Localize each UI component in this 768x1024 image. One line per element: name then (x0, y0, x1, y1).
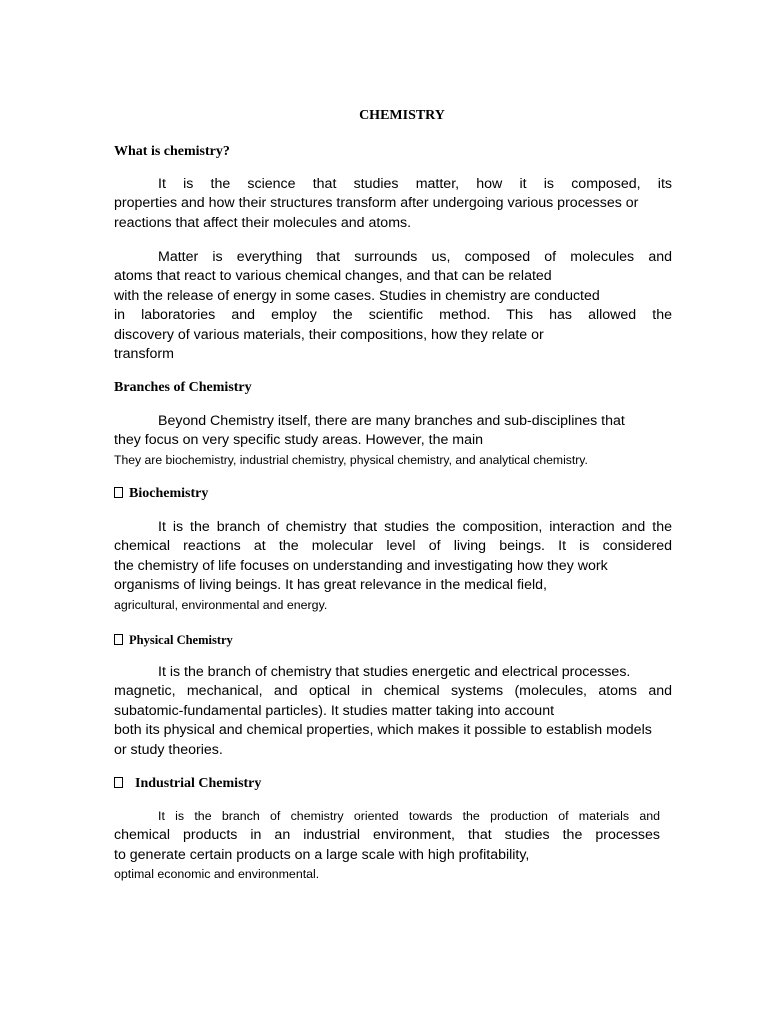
text-line: discovery of various materials, their compositions, how they relate or (114, 326, 544, 343)
text-line: magnetic, mechanical, and optical in chemical systems (molecules, atoms and (114, 683, 672, 700)
paragraph-matter (114, 248, 672, 364)
text-line: It is the branch of chemistry that studies energetic and electrical processes. (158, 664, 631, 680)
text-line: organisms of living beings. It has great relevance in the medical field, (114, 577, 547, 594)
text-line: transform (114, 345, 174, 362)
text-line: optimal economic and environmental. (114, 867, 320, 882)
paragraph-physical-chemistry (114, 663, 672, 760)
paragraph-industrial-chemistry (114, 807, 660, 885)
text-line: It is the science that studies matter, how it is composed, its (158, 176, 672, 192)
heading-what-is-chemistry: What is chemistry? (114, 144, 230, 159)
text-line: in laboratories and employ the scientific method. This has allowed the (114, 307, 672, 324)
text-line: the chemistry of life focuses on understanding and investigating how they work (114, 557, 608, 574)
text-line: They are biochemistry, industrial chemistry, physical chemistry, and analytical chemistry. (114, 452, 588, 467)
bullet-box-icon (114, 634, 123, 645)
heading-biochemistry: Biochemistry (114, 486, 208, 502)
document-title: CHEMISTRY (359, 108, 445, 123)
text-line: chemical products in an industrial environment, that studies the processes (114, 827, 660, 844)
bullet-box-icon (114, 777, 123, 788)
text-line: agricultural, environmental and energy. (114, 597, 328, 612)
text-line: both its physical and chemical properties, which makes it possible to establish models (114, 722, 652, 739)
text-line: or study theories. (114, 741, 223, 758)
text-line: reactions that affect their molecules and atoms. (114, 214, 412, 231)
text-line: It is the branch of chemistry oriented towards the production of materials and (158, 809, 660, 823)
paragraph-biochemistry (114, 518, 672, 615)
text-line: with the release of energy in some cases. Studies in chemistry are conducted (114, 287, 600, 304)
text-line: to generate certain products on a large scale with high profitability, (114, 846, 530, 863)
text-line: It is the branch of chemistry that studies the composition, interaction and the (158, 519, 672, 535)
text-line: subatomic-fundamental particles). It studies matter taking into account (114, 702, 555, 719)
paragraph-branches (114, 412, 672, 470)
text-line: properties and how their structures transform after undergoing various processes or (114, 195, 639, 212)
text-line: they focus on very specific study areas. However, the main (114, 432, 484, 449)
heading-branches: Branches of Chemistry (114, 380, 252, 395)
text-line: chemical reactions at the molecular level of living beings. It is considered (114, 538, 672, 555)
paragraph-definition (114, 175, 672, 233)
text-line: Matter is everything that surrounds us, composed of molecules and (158, 249, 672, 265)
bullet-box-icon (114, 487, 123, 498)
text-line: atoms that react to various chemical changes, and that can be related (114, 268, 552, 285)
text-line: Beyond Chemistry itself, there are many branches and sub-disciplines that (158, 413, 625, 429)
heading-industrial-chemistry: Industrial Chemistry (114, 776, 261, 792)
heading-physical-chemistry: Physical Chemistry (114, 633, 233, 648)
